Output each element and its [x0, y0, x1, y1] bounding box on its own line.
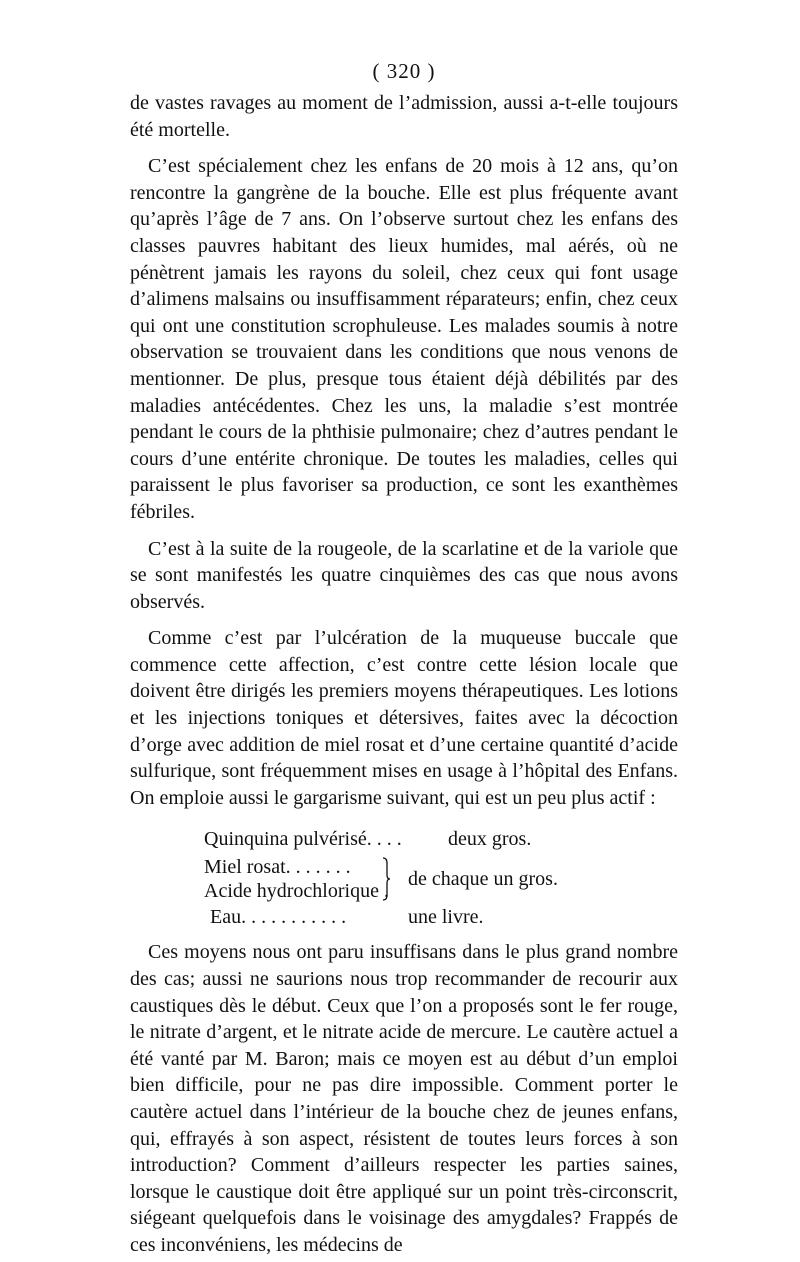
recipe-qty-shared: de chaque un gros. — [408, 868, 558, 891]
recipe-item-miel-rosat: Miel rosat. . . . . . . — [204, 856, 351, 879]
paragraph-2: C’est spécialement chez les enfans de 20 mois à 12 ans, qu’on rencontre la gangrène de la bouche. Elle est plus fréquente avant qu’après l’âge de 7 ans. On l’observe surtout chez les enfans des classes pauvres habitant des lieux humides, mal aérés, où ne pénètrent jamais les rayons du soleil, chez ceux qui font usage d’alimens malsains ou insuffisamment réparateurs; enfin, chez ceux qui ont une constitution scrophuleuse. Les malades soumis à notre observation se trouvaient dans les conditions que nous venons de mentionner. De plus, presque tous étaient déjà débilités par des maladies antécédentes. Chez les uns, la maladie s’est montrée pendant le cours de la phthisie pulmonaire; chez d’autres pendant le cours d’une entérite chronique. De toutes les maladies, celles qui paraissent le plus favoriser sa production, ce sont les exanthèmes fébriles. — [130, 155, 678, 523]
paragraph-1: de vastes ravages au moment de l’admission, aussi a-t-elle toujours été mortelle. — [130, 92, 678, 141]
recipe-item-acide: Acide hydrochlorique . — [204, 880, 389, 903]
recipe-item-quinquina: Quinquina pulvérisé. . . . — [204, 828, 402, 851]
page-number: ( 320 ) — [372, 59, 436, 83]
recipe-item-eau: Eau. . . . . . . . . . . — [210, 906, 347, 929]
paragraph-5: Ces moyens nous ont paru insuffisans dans le plus grand nombre des cas; aussi ne saurions nous trop recommander de recourir aux caustiques dès le début. Ceux que l’on a proposés sont le fer rouge, le nitrate d’argent, et le nitrate acide de mercure. Le cautère actuel a été vanté par M. Baron; mais ce moyen est au début d’un emploi bien difficile, pour ne pas dire impossible. Comment porter le cautère actuel dans l’intérieur de la bouche chez de jeunes enfans, qui, effrayés à son aspect, résistent de toutes leurs forces à son introduction? Comment d’ailleurs respecter les parties saines, lorsque le caustique doit être appliqué sur un point très-circonscrit, siégeant quelquefois dans le voisinage des amygdales? Frappés de ces inconvéniens, les médecins de — [130, 941, 678, 1256]
paragraph-3: C’est à la suite de la rougeole, de la scarlatine et de la variole que se sont manifestés les quatre cinquièmes des cas que nous avons observés. — [130, 537, 678, 613]
book-page — [130, 58, 678, 1259]
brace-icon — [382, 857, 390, 901]
gargle-recipe — [130, 823, 678, 927]
recipe-qty-quinquina: deux gros. — [448, 828, 532, 851]
paragraph-4: Comme c’est par l’ulcération de la muqueuse buccale que commence cette affection, c’est contre cette lésion locale que doivent être dirigés les premiers moyens thérapeutiques. Les lotions et les injections toniques et détersives, faites avec la décoction d’orge avec addition de miel rosat et d’une certaine quantité d’acide sulfurique, sont fréquemment mises en usage à l’hôpital des Enfans. On emploie aussi le gargarisme suivant, qui est un peu plus actif : — [130, 627, 678, 809]
recipe-qty-eau: une livre. — [408, 906, 484, 929]
